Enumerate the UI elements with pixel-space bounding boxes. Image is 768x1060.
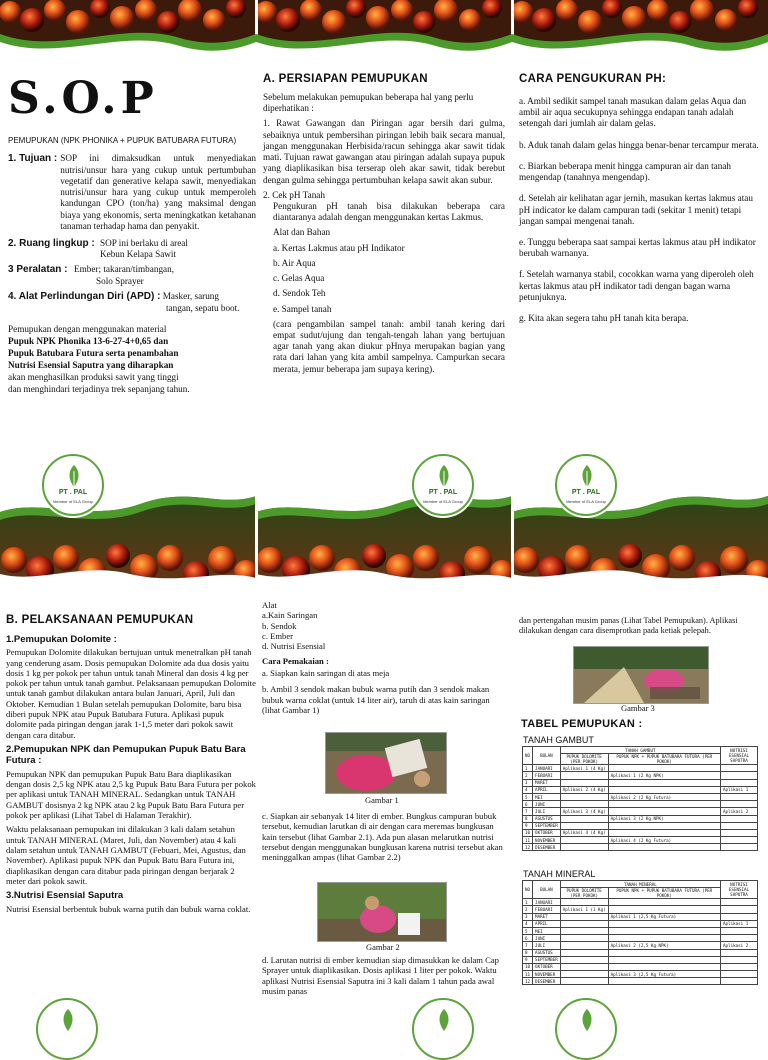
pt-pal-logo [42,454,104,516]
table-cell [608,906,720,913]
table-cell: 1 [523,899,533,906]
table-cell: Aplikasi 2 [721,808,758,815]
table-cell [560,978,608,985]
table-cell: Aplikasi 1 (4 Kg) [560,765,608,772]
pt-pal-logo [36,998,98,1060]
table-cell [721,829,758,836]
table-cell: Aplikasi 3 (4 Kg) [560,808,608,815]
table-cell [721,793,758,800]
table-cell: 5 [523,793,533,800]
table-cell: APRIL [533,920,561,927]
table-cell: AGUSTUS [533,949,561,956]
table-row [523,765,758,772]
leaf-icon [66,465,82,487]
table-cell: Aplikasi 2 (4 Kg) [560,786,608,793]
table-cell: MEI [533,793,561,800]
table-cell: Aplikasi 1 [721,786,758,793]
table-cell [560,779,608,786]
ruang-lingkup-label: 2. Ruang lingkup : [8,237,95,249]
table-cell [608,765,720,772]
table-cell [721,772,758,779]
table-row [523,920,758,927]
alat-bahan-title: Alat dan Bahan [273,227,331,238]
green-wave-decoration [0,0,768,62]
table-cell: SEPTEMBER [533,956,561,963]
column-tabel [519,616,761,636]
table-row [523,927,758,934]
table-cell [721,837,758,844]
tabel-pemupukan-heading: TABEL PEMUPUKAN : [521,718,643,730]
table-cell [560,815,608,822]
table-header: PUPUK DOLOMITE (PER POKOK) [560,888,608,899]
pemakaian-step-c [262,811,506,863]
persiapan-item-2-text: Pengukuran pH tanah bisa dilakukan beberapa cara diantaranya adalah dengan menggunakan kertas Lakmus. [273,200,505,223]
ruang-lingkup-text-1: SOP ini berlaku di areal [100,237,188,248]
gambar-1-caption: Gambar 1 [365,795,399,805]
npk-title: 2.Pemupukan NPK dan Pemupukan Pupuk Batu Bara Futura : [6,744,246,767]
table-cell: 12 [523,844,533,851]
table-row [523,963,758,970]
table-cell: 2 [523,906,533,913]
column-nutrisi-pemakaian [262,600,506,715]
dolomite-text: Pemupukan Dolomite dilakukan bertujuan untuk menetralkan pH tanah yang cenderung asam. Dosis pemupukan Dolomite ada dua dosis yaitu dosis 1 kg per pokok per tahun untuk tanah Mineral dan dosis 4 kg per pokok per tahun untuk tanah gambut. Pelaksanaan pemupukan Dolomite untuk tanah gambut dilakukan antara bulan Januari, April, Juli dan Oktober. Kemudian 1 Bulan setelah pemupukan Dolomite, baru bisa diberi pupuk NPK atau Pupuk Batubara Futura. Aplikasi pupuk dolomite pada piringan dengan jarak 1-1,5 meter dari pokok sawit dengan cara ditabur. [6,647,256,740]
pemakaian-step-d-text: d. Larutan nutrisi di ember kemudian siap dimasukkan ke dalam Cap Sprayer untuk diaplikasikan. Dosis aplikasi 1 liter per pokok. Waktu aplikasi Nutrisi Esensial Saputra ini 3 kali dalam 1 tahun pada awal musim panas [262,955,499,996]
pemakaian-step-a: a. Siapkan kain saringan di atas meja [262,667,390,678]
table-row [523,822,758,829]
table-cell: JULI [533,942,561,949]
pemakaian-step-b: b. Ambil 3 sendok makan bubuk warna putih dan 3 sendok makan bubuk warna coklat (untuk 14 liter air), taruh di atas kain saringan (lihat Gambar 1) [262,684,490,715]
pemakaian-step-d [262,955,506,996]
table-cell: JUNI [533,935,561,942]
table-cell: Aplikasi 1 [721,920,758,927]
table-row [523,815,758,822]
tabel-gambut [522,746,758,851]
tanah-mineral-title: TANAH MINERAL [523,869,596,879]
table-header: NO [523,747,533,765]
closing-line: dan menghindari terjadinya trek sepanjang tahun. [8,384,190,394]
table-row [523,935,758,942]
table-cell: NOVEMBER [533,837,561,844]
gambar-3-caption: Gambar 3 [621,703,655,713]
table-cell [608,808,720,815]
alat-item: c. Ember [262,630,294,641]
table-cell: Aplikasi 2 (2 Kg Futura) [608,793,720,800]
table-cell [608,801,720,808]
logo-tagline: Member of ELA Group [566,499,606,504]
table-cell: Aplikasi 3 (2,5 Kg Futura) [608,971,720,978]
table-cell: SEPTEMBER [533,822,561,829]
table-cell [560,920,608,927]
table-cell: AGUSTUS [533,815,561,822]
table-cell: 8 [523,949,533,956]
pelaksanaan-heading: B. PELAKSANAAN PEMUPUKAN [6,614,194,626]
table-cell: OKTOBER [533,963,561,970]
table-cell: Aplikasi 1 (2 Kg NPK) [608,772,720,779]
pengukuran-step-d: d. Setelah air kelihatan agar jernih, masukan kertas lakmus atau pH indicator ke dalam campuran tadi (sekitar 1 menit) tetapi jangan sampai mengenai tanah. [519,193,753,226]
persiapan-intro: Sebelum melakukan pemupukan beberapa hal yang perlu diperhatikan : [263,92,474,114]
table-cell [608,829,720,836]
table-cell: Aplikasi 3 (2 Kg NPK) [608,815,720,822]
apd-label: 4. Alat Perlindungan Diri (APD) : [8,290,161,302]
dolomite-title: 1.Pemupukan Dolomite : [6,633,117,645]
middle-banner [0,478,768,590]
table-row [523,844,758,851]
table-cell [560,942,608,949]
table-cell: 5 [523,927,533,934]
alat-item: e. Sampel tanah [273,303,332,314]
table-cell: 6 [523,801,533,808]
table-cell: Aplikasi 4 (4 Kg) [560,829,608,836]
table-cell [608,920,720,927]
table-cell: MARET [533,779,561,786]
table-cell: 3 [523,779,533,786]
table-cell [608,978,720,985]
table-cell: Aplikasi 1 (2,5 Kg Futura) [608,913,720,920]
table-cell: FEBUARI [533,772,561,779]
npk-text-2: Waktu pelaksanaan pemupukan ini dilakukan 3 kali dalam setahun untuk TANAH MINERAL (Maret, Juli, dan November) atau 4 kali dalam setahun untuk TANAH GAMBUT (Febuari, Mei, Agustus, dan November). Aplikasi pupuk NPK dan Pupuk Batu Bara Futura ini, diaplikasikan dengan cara ditabur pada piringan dengan berjarak 2 meter dari pokok sawit. [6,824,246,886]
table-cell: 6 [523,935,533,942]
pengukuran-step-e: e. Tunggu beberapa saat sampai kertas lakmus atau pH indikator berubah warnanya. [519,236,756,259]
alat-item: d. Nutrisi Esensial [262,641,326,652]
table-header: TANAH MINERAL [560,881,720,888]
table-cell [560,801,608,808]
table-cell [721,935,758,942]
leaf-icon [579,465,595,487]
pengukuran-step-b: b. Aduk tanah dalam gelas hingga benar-benar tercampur merata. [519,139,759,150]
table-row [523,786,758,793]
table-cell [560,913,608,920]
column-sop-intro [8,72,256,396]
table-row [523,949,758,956]
alat-bahan-list [263,227,505,374]
table-cell [560,956,608,963]
table-row [523,837,758,844]
table-cell: 2 [523,772,533,779]
logo-name: PT . PAL [58,489,88,496]
persiapan-heading: A. PERSIAPAN PEMUPUKAN [263,73,428,85]
tabel-mineral [522,880,758,985]
table-header: NUTRISI ESENSIAL SAPUTRA [721,881,758,899]
table-cell [560,935,608,942]
gambar-2-photo [317,882,447,942]
peralatan-text-2: Solo Sprayer [96,275,144,286]
table-cell: 11 [523,837,533,844]
table-cell [560,949,608,956]
alat-item: b. Air Aqua [273,257,316,268]
table-cell [560,963,608,970]
pemakaian-step-c-text: c. Siapkan air sebanyak 14 liter di ember. Bungkus campuran bubuk tersebut, kemudian larutkan di air dengan cara meremas bungkusan kain tersebut (lihat Gambar 2.1). Ada pun alasan melarutkan nutrisi tersebut dengan menggunakan bungkusan karena nutrisi tersebut akan meninggalkan ampas (lihat Gambar 2.2) [262,811,503,863]
table-row [523,793,758,800]
alat-item: b. Sendok [262,620,297,631]
table-cell [721,971,758,978]
palm-plantation-banner-image [0,478,768,590]
table-cell: 3 [523,913,533,920]
table-row [523,779,758,786]
table-cell [721,927,758,934]
table-cell: 9 [523,956,533,963]
table-row [523,906,758,913]
ruang-lingkup-text-2: Kebun Kelapa Sawit [100,249,177,260]
table-cell: 10 [523,963,533,970]
sampel-note: (cara pengambilan sampel tanah: ambil tanah kering dari empat sudut/ujung dan tengah-tengah lahan yang bertujuan agar tanah yang akan diukur pHnya merupakan bagian yang rata dari lahan yang kita ambil sampelnya. Campurkan secara merata, jemur beberapa jam supaya kering). [273,318,505,374]
table-row [523,772,758,779]
closing-line: Pupuk Batubara Futura serta penambahan [8,348,179,359]
table-header: TANAH GAMBUT [560,747,720,754]
table-cell: 8 [523,815,533,822]
table-cell: APRIL [533,786,561,793]
table-cell: MEI [533,927,561,934]
table-cell: JANUARI [533,899,561,906]
table-row [523,978,758,985]
table-header: BULAN [533,747,561,765]
table-cell [721,949,758,956]
table-cell: 11 [523,971,533,978]
table-cell: OKTOBER [533,829,561,836]
leaf-icon [436,1009,452,1031]
peralatan-text-1: Ember; takaran/timbangan, [74,264,175,275]
gambar-3-photo [573,646,709,704]
closing-line: Pemupukan dengan menggunakan material [8,324,167,335]
table-cell: JULI [533,808,561,815]
table-cell [608,786,720,793]
logo-tagline: Member of ELA Group [423,499,463,504]
logo-name: PT . PAL [571,489,601,496]
table-row [523,801,758,808]
table-row [523,942,758,949]
nutrisi-text: Nutrisi Esensial berbentuk bubuk warna putih dan bubuk warna coklat. [6,903,251,914]
cara-pengukuran-heading: CARA PENGUKURAN PH: [519,73,667,85]
column-persiapan [263,72,505,379]
table-cell: NOVEMBER [533,971,561,978]
table-cell [560,927,608,934]
table-cell [721,779,758,786]
closing-line: Pupuk NPK Phonika 13-6-27-4+0,65 dan [8,336,169,347]
table-cell [721,899,758,906]
alat-item: a.Kain Saringan [262,610,318,621]
sop-subtitle: PEMUPUKAN (NPK PHONIKA + PUPUK BATUBARA FUTURA) [8,135,237,145]
table-header: NO [523,881,533,899]
alat-heading: Alat [262,600,277,610]
tujuan-label: 1. Tujuan : [8,153,58,165]
tujuan-section [8,153,256,232]
closing-paragraph [8,324,256,396]
table-cell [560,971,608,978]
table-cell [560,822,608,829]
table-cell [560,772,608,779]
table-cell [721,913,758,920]
pt-pal-logo [412,998,474,1060]
table-cell [608,927,720,934]
column-cara-pengukuran [519,72,759,328]
nutrisi-continuation: dan pertengahan musim panas (Lihat Tabel Pemupukan). Aplikasi dilakukan dengan cara disemprotkan pada ketiak pelepah. [519,616,738,635]
table-cell: 4 [523,786,533,793]
table-cell [721,906,758,913]
tujuan-text: SOP ini dimaksudkan untuk menyediakan nutrisi/unsur hara yang cukup untuk pertumbuhan vegetatif dan generative kelapa sawit, menyediakan nutrisi/unsur hara yang cukup untuk memperoleh kandungan CPO (ton/ha) yang maksimal dengan biaya yang ekonomis, serta meningkatkan ketahanan tanaman terhadap hama dan penyakit. [60,153,256,231]
gambar-1-photo [325,732,447,794]
table-cell [721,844,758,851]
leaf-icon [579,1009,595,1031]
table-cell: Aplikasi 2 (2,5 Kg NPK) [608,942,720,949]
peralatan-section [8,264,256,286]
table-cell [721,978,758,985]
table-cell: Aplikasi 4 (2 Kg Futura) [608,837,720,844]
table-cell [608,963,720,970]
table-cell: 10 [523,829,533,836]
table-cell [721,815,758,822]
table-cell: JANUARI [533,765,561,772]
table-header: NUTRISI ESENSIAL SAPUTRA [721,747,758,765]
table-cell [608,779,720,786]
table-row [523,956,758,963]
table-cell: Aplikasi 2 [721,942,758,949]
table-header: PUPUK NPK + PUPUK BATUBARA FUTURA (PER POKOK) [608,888,720,899]
table-cell: JUNI [533,801,561,808]
table-cell [721,822,758,829]
table-cell: 1 [523,765,533,772]
table-cell [721,801,758,808]
table-cell [608,844,720,851]
column-pelaksanaan [6,614,256,918]
table-cell [721,963,758,970]
table-row [523,808,758,815]
table-row [523,899,758,906]
table-header: PUPUK NPK + PUPUK BATUBARA FUTURA (PER POKOK) [608,754,720,765]
table-cell: MARET [533,913,561,920]
pt-pal-logo [555,998,617,1060]
table-cell [560,837,608,844]
table-cell [560,899,608,906]
pt-pal-logo [412,454,474,516]
table-cell: DESEMBER [533,844,561,851]
top-banner [0,0,768,62]
npk-text: Pemupukan NPK dan pemupukan Pupuk Batu Bara diaplikasikan dengan dosis 2,5 kg NPK atau 2,5 kg Pupuk Batu Bara Futura per pokok per aplikasi untuk TANAH MINERAL. Sedangkan untuk TANAH GAMBUT dosisnya 2 kg NPK atau 2 kg Pupuk Batu Bara Futura per pokok per aplikasi (Lihat Tabel di Halaman Terakhir). [6,768,256,821]
pengukuran-step-f: f. Setelah warnanya stabil, cocokkan warna yang diperoleh oleh kertas lakmus atau pH indikator tadi dengan bagan warna petunjuknya. [519,269,754,302]
table-cell [560,844,608,851]
table-cell: 7 [523,942,533,949]
tanah-gambut-title: TANAH GAMBUT [523,735,594,745]
persiapan-item-1: 1. Rawat Gawangan dan Piringan agar bersih dari gulma, sebaiknya untuk pembersihan piringan lebih baik secara manual, jangan menggunakan Herbisida/racun sehingga akar sawit tidak mati. Tujuan rawat gawangan atau piringan adalah supaya pupuk yang diaplikasikan bisa terserap oleh akar sawit, tidak berebut dengan gulma sehingga pertumbuhan kelapa sawit akan subur. [263,118,505,185]
table-cell [560,793,608,800]
table-cell [608,822,720,829]
sop-title: S.O.P [8,73,158,124]
table-cell: 7 [523,808,533,815]
pt-pal-logo [555,454,617,516]
alat-item: c. Gelas Aqua [273,273,325,284]
table-cell: FEBUARI [533,906,561,913]
table-header: BULAN [533,881,561,899]
leaf-icon [60,1009,76,1031]
closing-line: akan menghasilkan produksi sawit yang tinggi [8,372,179,383]
leaf-icon [436,465,452,487]
table-cell [608,949,720,956]
ruang-lingkup-section [8,238,256,260]
alat-item: a. Kertas Lakmus atau pH Indikator [273,242,405,253]
table-cell [608,956,720,963]
table-row [523,913,758,920]
table-cell: DESEMBER [533,978,561,985]
pengukuran-step-c: c. Biarkan beberapa menit hingga campuran air dan tanah mengendap (tanahnya mengendap). [519,160,731,183]
table-cell [721,765,758,772]
apd-text-1: Masker, sarung [162,290,219,301]
logo-tagline: Member of ELA Group [53,499,93,504]
apd-section [8,291,256,314]
table-cell [608,935,720,942]
peralatan-label: 3 Peralatan : [8,264,68,276]
pengukuran-step-g: g. Kita akan segera tahu pH tanah kita berapa. [519,313,689,324]
table-cell: Aplikasi 1 (1 Kg) [560,906,608,913]
table-cell [721,956,758,963]
table-row [523,829,758,836]
table-cell: 9 [523,822,533,829]
table-row [523,971,758,978]
table-header: PUPUK DOLOMITE (PER POKOK) [560,754,608,765]
table-cell: 12 [523,978,533,985]
pengukuran-step-a: a. Ambil sedikit sampel tanah masukan dalam gelas Aqua dan ambil air aqua secukupnya sehingga endapan tanah adalah setengah dari jumlah air dalam gelas. [519,96,747,129]
nutrisi-title: 3.Nutrisi Esensial Saputra [6,890,124,902]
apd-text-2: tangan, sepatu boot. [166,303,240,314]
gambar-2-caption: Gambar 2 [366,942,400,952]
logo-name: PT . PAL [428,489,458,496]
alat-item: d. Sendok Teh [273,288,326,299]
table-cell [608,899,720,906]
persiapan-item-2-title: 2. Cek pH Tanah [263,189,325,200]
cara-pemakaian-heading: Cara Pemakaian : [262,655,329,666]
closing-line: Nutrisi Esensial Saputra yang diharapkan [8,360,174,371]
table-cell: 4 [523,920,533,927]
